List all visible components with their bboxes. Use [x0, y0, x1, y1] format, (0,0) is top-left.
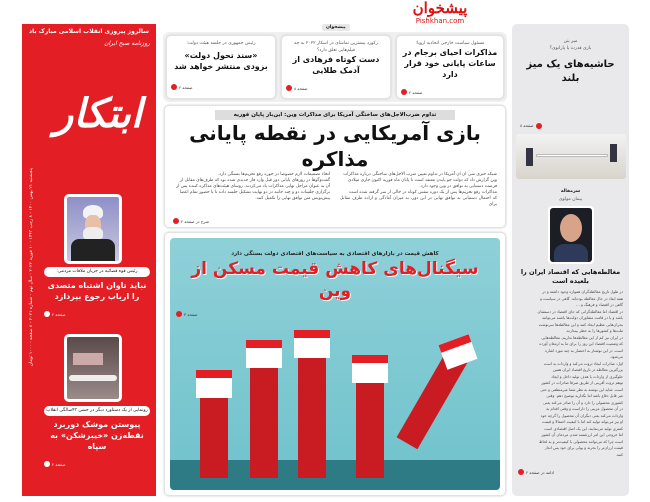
- page-marker-icon: [171, 84, 177, 90]
- bar: [298, 358, 326, 478]
- editorial-line: بحران‌هایی عظیم ایجاد کنند و این مغالطه‌ها سرنوشت: [538, 321, 623, 327]
- editorial-line: ملت‌ها و کشورها را به خطر بیندازند.: [565, 328, 623, 333]
- story-headline: مذاکرات احیای برجام در ساعات پایانی خود قرار دارد: [402, 48, 498, 79]
- house-icon: [196, 370, 232, 398]
- editorial-line: غیر قابل دفاع باشد اما بگذارید توضیح دهم. وقتی: [546, 393, 623, 398]
- missile-photo: [67, 337, 119, 399]
- main-headline: بازی آمریکایی در نقطه پایانی مذاکره: [189, 121, 481, 171]
- editorial-line: در اقتصاد اما مغالطه‌گرانی که جای اقتصاد در دستشان: [537, 308, 623, 314]
- masthead-column: [22, 24, 156, 496]
- page-ref[interactable]: صفحه ۸: [286, 85, 308, 92]
- page-marker-icon: [44, 461, 50, 467]
- page-marker-icon: [176, 311, 182, 317]
- editorial-line: است چرا که می‌توانند محصولی با کیفیت‌تر و به لحاظ: [538, 438, 623, 444]
- editorial-line: همه ابعاد در حال مغالطه بوده‌اند. گاهی در سیاست و: [540, 295, 623, 301]
- page-ref[interactable]: شرح در صفحه ۲: [173, 218, 209, 225]
- editorial-line: قیمت ارزان‌تر را بخرند و پولی برای خود پس انداز: [544, 445, 623, 450]
- main-col-left: اتخاذ تصمیمات لازم خصوصا در حوزه رفع تحریم‌ها بستگی دارد. گفت‌وگوها در روزهای پایانی دور قبل وارد فاز جدیدی شده بود که طرف‌های مقابل از آن به عنوان مراحل نهایی مذاکرات یاد می‌کردند. روسای هیئت‌های مذاکره کننده پس از برگزاری جلسات دو و چند جانبه در دو نهایت تشکیل جلسه داده تا با حضور تمام اعضا پیش‌نویس متن توافق نهایی را تکمیل کنند.: [176, 172, 330, 201]
- strip-story[interactable]: مسئول سیاست خارجی اتحادیه اروپا: مذاکرات احیای برجام در ساعات پایانی خود قرار دارد صفحه ۲: [396, 35, 504, 99]
- page-marker-icon: [286, 85, 292, 91]
- story-headline[interactable]: پیوستن موشک دوربرد نقطه‌زن «خیبرشکن» به سپاه: [50, 420, 144, 451]
- editorial-line: بزرگترین مغالطه در تاریخ اقتصاد ایران همین: [552, 367, 623, 372]
- editorial-line: اما خروجی این امر ارزشمند شدن مردمان آن کشور: [541, 432, 623, 437]
- feature-story[interactable]: [164, 232, 506, 496]
- editorial-line: کنند.: [615, 451, 623, 457]
- main-overline: تداوم ضرب‌الاجل‌های ساختگی آمریکا برای مذاکرات وین: این‌بار پایان فوریه: [215, 110, 455, 120]
- house-icon: [246, 340, 282, 368]
- photo-frame: [64, 334, 122, 402]
- slogan: سالروز پیروزی انقلاب اسلامی مبارک باد: [29, 28, 149, 35]
- editorial: [518, 268, 623, 479]
- author-photo: [550, 208, 592, 262]
- dateline: پنجشنبه ۲۱ بهمن ۱۴۰۰ - ۸ رجب ۱۴۴۳ - ۱۰ فوریه ۲۰۲۲ - سال نهم - شماره ۲۰۲۱ - ۸ صفحه - ۱۰۰۰ تومان: [29, 167, 34, 367]
- editorial-line: واردات می‌کند یعنی دیگران آن محصول را گرچه خود: [540, 412, 623, 418]
- author-photo-frame: [548, 206, 594, 264]
- photo-frame: [64, 194, 122, 264]
- page-marker-icon: [44, 311, 50, 317]
- author-name: پیمان مولوی: [558, 197, 583, 202]
- editorial-line: اول: صادرات ایجاد ثروت می‌کند و واردات بد است: [543, 360, 623, 366]
- editorial-body: [518, 289, 623, 458]
- story-headline[interactable]: نباید تاوان اشتباه متصدی را ارباب رجوع بپردازد: [47, 281, 147, 301]
- left-story: [44, 267, 150, 321]
- strip-label: پیشخوان: [322, 24, 350, 31]
- long-table-photo: [516, 134, 626, 179]
- bar: [200, 398, 228, 478]
- right-headline[interactable]: حاشیه‌های یک میز بلند: [526, 59, 615, 84]
- story-headline: دست کوتاه فرهادی از آدمک طلایی: [292, 55, 380, 75]
- page-ref[interactable]: ادامه در صفحه ۲: [518, 469, 554, 476]
- bar: [250, 368, 278, 478]
- left-story: [44, 406, 150, 471]
- story-headline: «سند تحول دولت» بزودی منتشر خواهد شد: [174, 51, 268, 71]
- story-caption: رونمایی از یک دستاورد دیگر در جشن ۴۳سالگی انقلاب: [44, 406, 150, 416]
- editorial-line: او نیز می‌تواند تولید کند اما با کیفیت احتمالا و قیمت: [542, 419, 623, 424]
- page-marker-icon: [536, 123, 542, 129]
- feature-headline: سیگنال‌های کاهش قیمت مسکن از وین: [191, 259, 479, 301]
- editorial-line: است. در این نوشتار به اختصار به چند مورد اشاره: [544, 347, 623, 353]
- bar: [356, 383, 384, 478]
- editorial-line: در طول تاریخ مغالطه‌گران همواره وجود داشته و در: [542, 289, 623, 294]
- editorial-line: کمتری تولید می‌نمایند. این یک اصل اقتصادی است: [544, 425, 623, 431]
- page-marker-icon: [401, 89, 407, 95]
- editorial-line: که وضعیت اقتصاد این روز را برای ما به ارمغان آورده: [539, 341, 623, 346]
- pishkhan-watermark: پیشخوان Pishkhan.com: [412, 0, 468, 25]
- right-column: میز بتن بازی قدرت یا پارانوی؟ حاشیه‌های یک میز بلند صفحه ۸ سرمقاله پیمان مولوی مغالطه‌هایی که اقتصاد ایران را بلعیده است در طول تاریخ مغالطه‌گران همواره وجود داشته و در همه ابعاد در حال مغالطه بوده‌اند. گاهی در سیاست و گاهی در اقتصاد و فرهنگ و ... در اقتصاد اما مغالطه‌گرانی که جای اقتصاد در دستشان باشد و یا در قامت مشاوران دولت‌ها باشند می‌توانند بحران‌هایی عظیم ایجاد کنند و این مغالطه‌ها سرنوشت ملت‌ها و کشورها را به خطر بیندازند. در ایران نیز کم از این مغالطه‌ها نداریم. مغالطه‌هایی که وضعیت اقتصاد این روز را برای ما به ارمغان آورده است. در این نوشتار به اختصار به چند مورد اشاره می‌شود. اول: صادرات ایجاد ثروت می‌کند و واردات بد است بزرگترین مغالطه در تاریخ اقتصاد ایران همین جلوگیری از واردات با هدف تولید داخل و ایجاد توهم ثروت آفرینی از طریق صرفا صادرات در کشور است. شاید این نوشته به نظر شما غیرمنطقی و حتی غیر قابل دفاع باشد اما بگذارید توضیح دهم. وقتی کشوری محصولی را دارد و آن را صادر می‌کند یعنی در آن محصول مزیتی را داراست و وقتی اقدام به واردات می‌کند یعنی دیگران آن محصول را گرچه خود او نیز می‌تواند تولید کند اما با کیفیت احتمالا و قیمت کمتری تولید می‌نمایند. این یک اصل اقتصادی است اما خروجی این امر ارزشمند شدن مردمان آن کشور است چرا که می‌توانند محصولی با کیفیت‌تر و به لحاظ قیمت ارزان‌تر را بخرند و پولی برای خود پس انداز کنند. ادامه در صفحه ۲: [512, 24, 629, 496]
- subtitle: روزنامه صبح ایران: [104, 40, 150, 47]
- logo: ابتکار: [54, 90, 142, 137]
- feature-text: کاهش قیمت در بازارهای اقتصادی به سیاست‌های اقتصادی دولت بستگی دارد سیگنال‌های کاهش قیمت مسکن از وین صفحه ۳: [176, 250, 494, 321]
- main-col-right: شبکه خبری سی ان ان آمریکا در تداوم تعیین ضرب الاجل‌های ساختگی درباره مذاکرات وین گزارش داد که دولت جو بایدن معتقد است تا پایان ماه فوریه اکنون جاری میلادی فرصت دستیابی به توافق در وین وجود دارد. مذاکرات رفع تحریم‌ها پس از یک دوره تنفس کوتاه در حالی از سر گرفته شده است که احتمال دستیابی به توافق نهایی در این دور، به میزان آمادگی و اراده طرف مقابل برای: [340, 172, 497, 207]
- house-icon: [294, 330, 330, 358]
- strip-story[interactable]: رکورد بیشترین تماشای در اسکار ۲۰۲۲ به چه فیلم‌هایی تعلق دارد؟ دست کوتاه فرهادی از آدمک طلایی صفحه ۸: [281, 35, 391, 99]
- editorial-line: می‌شود.: [609, 354, 623, 359]
- page-marker-icon: [173, 218, 179, 224]
- story-caption: رئیس قوه قضائیه در جریان ملاقات مردمی:: [44, 267, 150, 277]
- strip-story[interactable]: رئیس جمهوری در جلسه هیئت دولت: «سند تحول دولت» بزودی منتشر خواهد شد صفحه ۲: [166, 35, 276, 99]
- page-ref[interactable]: صفحه ۲: [401, 89, 423, 96]
- page-ref[interactable]: صفحه ۲: [171, 84, 193, 91]
- editorial-line: در ایران نیز کم از این مغالطه‌ها نداریم. مغالطه‌هایی: [541, 334, 623, 340]
- page-ref[interactable]: صفحه ۳: [176, 311, 198, 318]
- editorial-line: است. شاید این نوشته به نظر شما غیرمنطقی و حتی: [540, 386, 623, 392]
- editorial-line: جلوگیری از واردات با هدف تولید داخل و ایجاد: [551, 373, 623, 379]
- page-marker-icon: [518, 469, 524, 475]
- editorial-line: گاهی در اقتصاد و فرهنگ و ...: [576, 302, 623, 307]
- editorial-line: در آن محصول مزیتی را داراست و وقتی اقدام به: [546, 406, 623, 411]
- page-ref[interactable]: صفحه ۲: [44, 311, 66, 318]
- editorial-line: توهم ثروت آفرینی از طریق صرفا صادرات در کشور: [541, 380, 623, 385]
- feature-image: [170, 238, 500, 490]
- editorial-line: کشوری محصولی را دارد و آن را صادر می‌کند یعنی: [543, 399, 623, 405]
- editorial-headline[interactable]: مغالطه‌هایی که اقتصاد ایران را بلعیده است: [520, 268, 621, 285]
- editorial-line: باشد و یا در قامت مشاوران دولت‌ها باشند می‌توانند: [541, 315, 623, 320]
- page-ref[interactable]: صفحه ۲: [44, 461, 66, 468]
- judiciary-chief-photo: [67, 197, 119, 261]
- main-story[interactable]: [164, 105, 506, 228]
- page-ref[interactable]: صفحه ۸: [520, 122, 542, 129]
- house-icon: [352, 355, 388, 383]
